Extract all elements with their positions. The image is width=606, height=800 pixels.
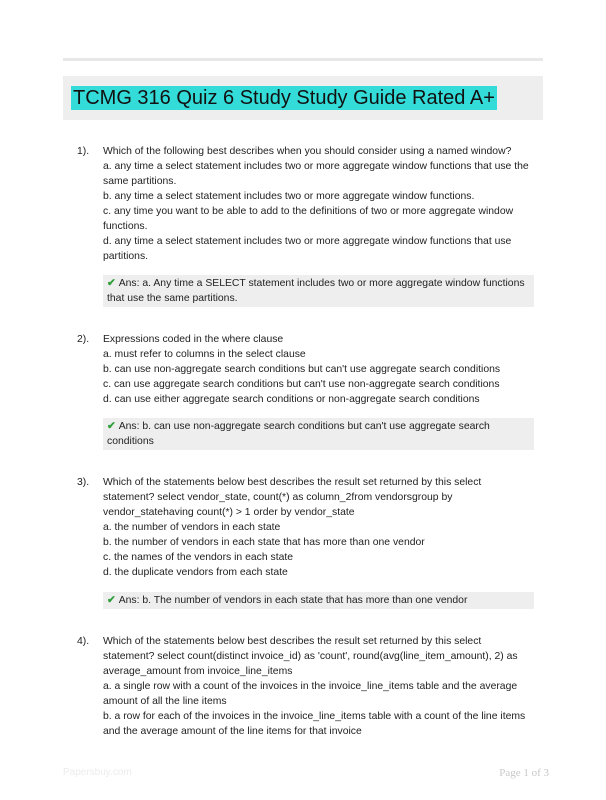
answer-text: Ans: b. The number of vendors in each state that has more than one vendor — [118, 595, 468, 606]
question-number: 2). — [77, 334, 90, 345]
question-number: 1). — [77, 146, 90, 157]
option-d: d. the duplicate vendors from each state — [103, 567, 288, 578]
page-number: Page 1 of 3 — [499, 767, 549, 779]
answer-box — [103, 592, 534, 609]
question-body — [103, 475, 533, 580]
option-d: d. any time a select statement includes two or more aggregate window functions that use partitions. — [103, 236, 512, 262]
option-c: c. any time you want to be able to add to the definitions of two or more aggregate window functions. — [103, 206, 514, 232]
title-banner — [63, 76, 543, 120]
question-body — [103, 634, 533, 739]
option-c: c. the names of the vendors in each state — [103, 552, 294, 563]
option-c: c. can use aggregate search conditions but can't use non-aggregate search conditions — [103, 379, 500, 390]
watermark: Papersbuy.com — [63, 767, 132, 778]
answer-text: Ans: b. can use non-aggregate search conditions but can't use aggregate search conditions — [107, 421, 490, 447]
question-body — [103, 332, 533, 407]
check-icon: ✔ — [107, 421, 116, 432]
answer-text: Ans: a. Any time a SELECT statement includes two or more aggregate window functions that use the same partitions. — [107, 278, 525, 304]
document-title: TCMG 316 Quiz 6 Study Study Guide Rated A+ — [73, 87, 495, 109]
question-text: Which of the statements below best describes the result set returned by this select statement? select vendor_state, count(*) as column_2from vendorsgroup by vendor_statehaving count(*) > 1 order by vendor_state — [103, 477, 482, 518]
option-b: b. a row for each of the invoices in the invoice_line_items table with a count of the line items and the average amount of the line items for that invoice — [103, 711, 526, 737]
option-a: a. the number of vendors in each state — [103, 522, 281, 533]
question-text: Which of the statements below best describes the result set returned by this select statement? select count(distinct invoice_id) as 'count', round(avg(line_item_amount), 2) as average_amount from invoice_line_items — [103, 636, 518, 677]
question-number: 4). — [77, 636, 90, 647]
option-b: b. any time a select statement includes two or more aggregate window functions. — [103, 191, 475, 202]
question-text: Which of the following best describes when you should consider using a named window? — [103, 146, 512, 157]
answer-box — [103, 275, 534, 307]
option-a: a. any time a select statement includes two or more aggregate window functions that use the same partitions. — [103, 161, 529, 187]
option-b: b. the number of vendors in each state that has more than one vendor — [103, 537, 425, 548]
question-text: Expressions coded in the where clause — [103, 334, 284, 345]
option-d: d. can use either aggregate search conditions or non-aggregate search conditions — [103, 394, 480, 405]
option-a: a. must refer to columns in the select clause — [103, 349, 306, 360]
top-divider — [63, 58, 543, 61]
answer-box — [103, 418, 534, 450]
check-icon: ✔ — [107, 595, 116, 606]
option-b: b. can use non-aggregate search conditions but can't use aggregate search conditions — [103, 364, 501, 375]
option-a: a. a single row with a count of the invoices in the invoice_line_items table and the average amount of all the line items — [103, 681, 518, 707]
check-icon: ✔ — [107, 278, 116, 289]
question-body — [103, 144, 533, 264]
question-number: 3). — [77, 477, 90, 488]
